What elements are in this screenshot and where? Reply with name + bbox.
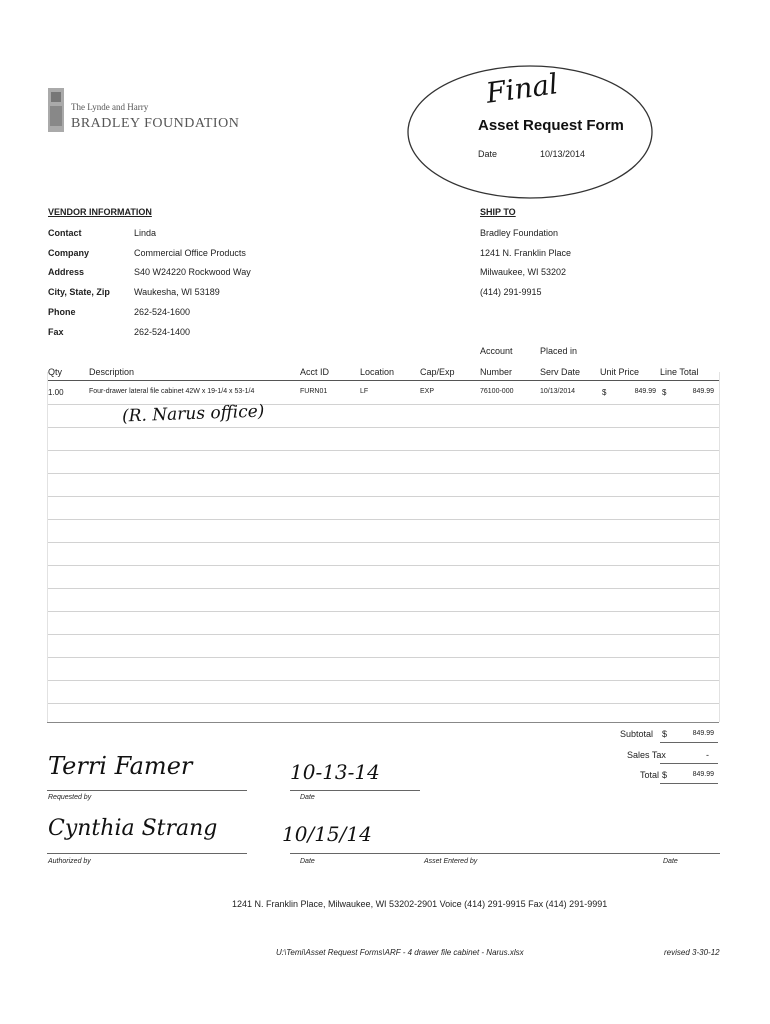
vendor-value-city: Waukesha, WI 53189 (134, 287, 220, 297)
sales-tax-label: Sales Tax (627, 750, 666, 760)
ship-to-line: 1241 N. Franklin Place (480, 248, 572, 258)
header-serv-date: Serv Date (540, 367, 581, 377)
cell-description: Four-drawer lateral file cabinet 42W x 19-1/4 x 53-1/4 (89, 388, 255, 395)
final-handwriting: Final (484, 67, 561, 110)
header-unit-price: Unit Price (600, 367, 640, 377)
vendor-label-company: Company (48, 248, 90, 258)
vendor-value-fax: 262-524-1400 (134, 327, 191, 337)
date-label: Date (478, 149, 498, 159)
date-1-label: Date (300, 794, 315, 801)
header-account: Account (480, 346, 513, 356)
vendor-heading: VENDOR INFORMATION (48, 207, 152, 217)
date-value: 10/13/2014 (540, 149, 586, 159)
footer-revised: revised 3-30-12 (664, 948, 720, 957)
authorized-by-signature: Cynthia Strang (48, 816, 218, 841)
vendor-label-city: City, State, Zip (48, 287, 110, 297)
date-3-label: Date (663, 858, 678, 865)
form-title: Asset Request Form (478, 117, 624, 134)
ship-to-line: Milwaukee, WI 53202 (480, 267, 567, 277)
header-description: Description (89, 367, 135, 377)
subtotal-label: Subtotal (620, 729, 654, 739)
foundation-logo (44, 86, 240, 136)
total-value: 849.99 (692, 771, 714, 778)
vendor-value-address: S40 W24220 Rockwood Way (134, 267, 251, 277)
authorized-by-label: Authorized by (48, 858, 91, 865)
ship-to-heading: SHIP TO (480, 207, 516, 217)
logo-emblem-icon (44, 86, 68, 134)
handwritten-office-note: (R. Narus office) (121, 401, 265, 427)
header-qty: Qty (48, 367, 63, 377)
header-acct-id: Acct ID (300, 367, 330, 377)
date-2-handwriting: 10/15/14 (282, 822, 372, 846)
header-cap-exp: Cap/Exp (420, 367, 455, 377)
vendor-label-address: Address (48, 267, 85, 277)
footer-file-path: U:\Temi\Asset Request Forms\ARF - 4 drawer file cabinet - Narus.xlsx (276, 948, 524, 957)
date-1-handwriting: 10-13-14 (290, 760, 380, 784)
asset-entered-by-label: Asset Entered by (424, 858, 478, 865)
cell-qty: 1.00 (48, 388, 64, 397)
footer-address: 1241 N. Franklin Place, Milwaukee, WI 53202-2901 Voice (414) 291-9915 Fax (414) 291-9991 (232, 899, 608, 909)
cell-line-total: 849.99 (692, 388, 714, 395)
cell-unit-price-symbol: $ (602, 388, 607, 397)
subtotal-value: 849.99 (692, 730, 714, 737)
vendor-value-contact: Linda (134, 228, 157, 238)
cell-unit-price: 849.99 (634, 388, 656, 395)
cell-number: 76100-000 (480, 388, 514, 395)
subtotal-symbol: $ (662, 729, 668, 739)
ship-to-line: (414) 291-9915 (480, 287, 542, 297)
requested-by-signature: Terri Famer (48, 752, 193, 780)
vendor-label-contact: Contact (48, 228, 82, 238)
cell-cap-exp: EXP (420, 388, 435, 395)
vendor-label-phone: Phone (48, 307, 76, 317)
header-number: Number (480, 367, 513, 377)
ship-to-line: Bradley Foundation (480, 228, 559, 238)
header-line-total: Line Total (660, 367, 699, 377)
vendor-value-company: Commercial Office Products (134, 248, 246, 258)
date-2-label: Date (300, 858, 315, 865)
logo-line2: BRADLEY FOUNDATION (71, 116, 240, 131)
cell-acct-id: FURN01 (300, 388, 328, 395)
total-label: Total (640, 770, 660, 780)
cell-location: LF (360, 388, 369, 395)
sales-tax-value: - (706, 750, 709, 760)
logo-line1: The Lynde and Harry (71, 102, 149, 112)
total-symbol: $ (662, 770, 668, 780)
cell-serv-date: 10/13/2014 (540, 388, 576, 395)
vendor-label-fax: Fax (48, 327, 64, 337)
vendor-value-phone: 262-524-1600 (134, 307, 191, 317)
cell-line-total-symbol: $ (662, 388, 667, 397)
requested-by-label: Requested by (48, 794, 92, 801)
header-location: Location (360, 367, 395, 377)
header-placed-in: Placed in (540, 346, 578, 356)
